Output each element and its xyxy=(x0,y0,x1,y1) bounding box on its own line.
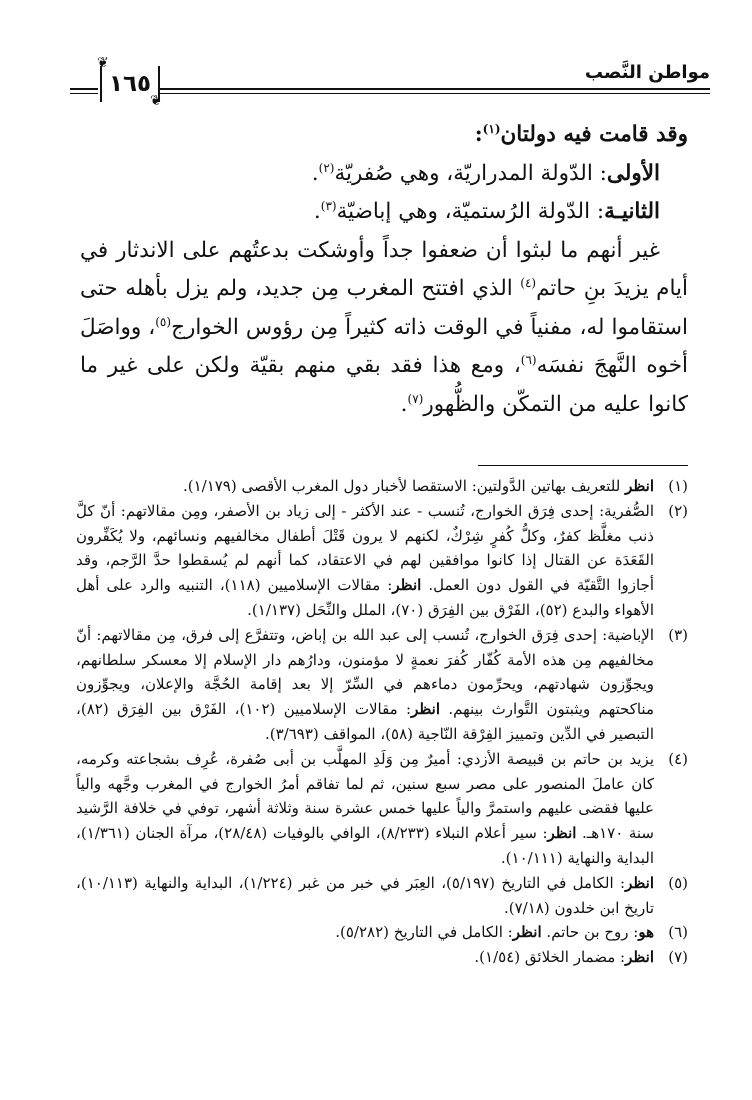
footnote-body: : مقالات الإسلاميين (١١٨)، التنبيه والرد على أهل الأهواء والبدع (٥٢)، الفَرْق بين الفِرَق (٧٠)، الملل والنِّحَل (١/١٣٧). xyxy=(76,576,654,619)
footnote-text xyxy=(76,920,654,945)
footnote-keyword: انظر xyxy=(392,576,422,595)
footnote-ref[interactable]: (٧) xyxy=(407,391,424,406)
chapter-title: مواطن النَّصب xyxy=(584,62,710,83)
header-rule-left xyxy=(70,88,98,90)
footnote-text xyxy=(76,623,654,747)
main-text xyxy=(80,116,688,424)
paragraph-text: غير أنهم ما لبثوا أن ضعفوا جداً وأوشكت بدعتُهم على الاندثار في أيام يزيدَ بنِ حاتم xyxy=(80,237,688,301)
footnote-keyword: هو xyxy=(638,923,654,942)
footnote-text xyxy=(76,474,654,499)
footnote-keyword: انظر xyxy=(625,948,654,967)
page-number: ١٦٥ xyxy=(108,71,152,97)
first-text: : الدّولة المدراريّة، وهي صُفريّة xyxy=(334,160,607,186)
footnote-body: الإباضية: إحدى فِرَق الخوارج، تُنسب إلى عبد الله بن إباض، وتتفرَّع إلى فرق، مِن مقالاتهم: أنّ مخالفيهم مِن هذه الأمة كُفّار كُفرَ نعمةٍ لا مؤمنون، ودارُهم دار الإسلام إلا معسكر سلطانهم، ويجوِّزون شهادتهم، ويحرِّمون دماءهم في السِّرّ إلا بعد إقامة الحُجَّة والإعلان، ويجوِّزون مناكحتهم ويثبتون التَّوارث بينهم. xyxy=(76,625,654,719)
footnote-ref[interactable]: (٦) xyxy=(520,352,537,367)
intro-end: : xyxy=(474,122,483,147)
footnote xyxy=(76,871,688,921)
paragraph xyxy=(80,232,688,425)
footnote-ref[interactable]: (١) xyxy=(482,121,501,136)
footnote-body: : مضمار الخلائق (١/٥٤). xyxy=(474,948,626,967)
paragraph-text: ، وواصَلَ أخوه النَّهجَ نفسَه xyxy=(80,314,688,378)
footnote xyxy=(76,920,688,945)
intro-line xyxy=(80,116,688,155)
footnote-ref[interactable]: (٣) xyxy=(320,198,337,213)
footnote-ref[interactable]: (٥) xyxy=(155,314,172,329)
footnote-text xyxy=(76,871,654,921)
header-rule-left xyxy=(70,93,98,94)
footnote-body: : روح بن حاتم. xyxy=(541,923,639,942)
footnote-keyword: انظر xyxy=(625,477,654,495)
footnote-body: للتعريف بهاتين الدَّولتين: الاستقصا لأخبار دول المغرب الأقصى (١/١٧٩). xyxy=(182,477,626,495)
footnote-ref[interactable]: (٤) xyxy=(520,275,537,290)
footnote xyxy=(76,474,688,499)
footnote-text xyxy=(76,747,654,871)
footnote-keyword: انظر xyxy=(512,923,542,942)
paragraph-text: الذي افتتح المغرب مِن جديد، ولم يزل بأهله حتى استقاموا له، مفنياً في الوقت ذاته كثيراً مِن رؤوس الخوارج xyxy=(80,276,688,340)
footnote-body: يزيد بن حاتم بن قبيصة الأزدي: أميرٌ مِن وَلَدِ المهلَّب بن أبى صُفرة، عُرِف بشجاعته وكرمه، كان عاملَ المنصور على مصر سبع سنين، ثم لما تفاقم أمرُ الخوارج في المغرب وجَّهه والياً عليها فقضى عليهم واستمرَّ والياً عليها خمس عشرة سنة وثلاثة أشهر، توفي في خلافة الرَّشيد سنة ١٧٠هـ. xyxy=(76,749,654,843)
page-header xyxy=(70,54,710,109)
footnote-body: : مقالات الإسلاميين (١٠٢)، الفَرْق بين الفِرَق (٨٢)، التبصير في الدِّين وتمييز الفِرْقة النّاجية (٥٨)، المواقف (٣/٦٩٣). xyxy=(76,700,654,743)
footnote-number: (٣) xyxy=(668,625,688,644)
footnote-body: : الكامل في التاريخ (٥/١٩٧)، العِبَر في خبر من غبر (١/٢٢٤)، البداية والنهاية (١٠/١١٣)، تاريخ ابن خلدون (٧/١٨). xyxy=(76,873,654,917)
ornament-icon: ❦ xyxy=(150,93,162,109)
second-label: الثانيـة xyxy=(604,199,660,224)
paragraph-text: ، ومع هذا فقد بقي منهم بقيّة ولكن على غير ما كانوا عليه من التمكّن والظُّهور xyxy=(80,353,688,417)
ornament-icon: ❦ xyxy=(97,55,109,71)
header-rule xyxy=(158,88,710,90)
footnote xyxy=(76,747,688,871)
footnote-body: الصُّفرية: إحدى فِرَق الخوارج، تُنسب - عند الأكثر - إلى زياد بن الأصفر، ومِن مقالاتهم: أنّ كلَّ ذنب مغلَّظ كفرٌ، وكلُّ كُفرٍ شِرْكٌ، لكنهم لا يرون قَتْلَ أطفال مخالفيهم ونسائهم، ولا يُكَفِّرون القَعَدَة عن القتال إذا كانوا موافقين لهم في الاعتقاد، كما أنهم لم يُسقطوا حدَّ الرَّجم، وقد أجازوا التَّقيّة في القول دون العمل. xyxy=(76,501,655,595)
footnote-keyword: انظر xyxy=(547,824,577,843)
footnote-keyword: انظر xyxy=(411,700,441,719)
footnote-separator xyxy=(478,465,688,466)
footnote-number: (٤) xyxy=(668,749,688,768)
footnote-ref[interactable]: (٢) xyxy=(318,160,335,175)
footnote-text xyxy=(76,499,654,623)
footnote xyxy=(76,499,688,623)
footnote-number: (٧) xyxy=(668,948,688,967)
first-end: . xyxy=(311,160,319,186)
footnotes xyxy=(76,474,688,970)
first-state-line xyxy=(80,155,688,194)
intro-text: وقد قامت فيه دولتان xyxy=(500,122,688,147)
paragraph-end: . xyxy=(400,391,408,417)
footnote xyxy=(76,623,688,747)
footnote-keyword: انظر xyxy=(625,873,654,892)
footnote-body: : الكامل في التاريخ (٥/٢٨٢). xyxy=(335,923,513,942)
footnote-text xyxy=(76,945,654,970)
footnote-number: (٥) xyxy=(668,873,688,892)
second-end: . xyxy=(313,199,321,224)
second-state-line xyxy=(80,193,688,232)
header-rule xyxy=(158,93,710,94)
footnote xyxy=(76,945,688,970)
second-text: : الدّولة الرُستميّة، وهي إباضيّة xyxy=(336,199,605,224)
footnote-number: (٢) xyxy=(668,501,688,520)
footnote-number: (١) xyxy=(668,477,688,495)
footnote-body: : سير أعلام النبلاء (٨/٢٣٣)، الوافي بالوفيات (٢٨/٤٨)، مرآة الجنان (١/٣٦١)، البداية والنهاية (١٠/١١١). xyxy=(76,824,654,867)
first-label: الأولى xyxy=(606,160,660,186)
footnote-number: (٦) xyxy=(668,923,688,942)
